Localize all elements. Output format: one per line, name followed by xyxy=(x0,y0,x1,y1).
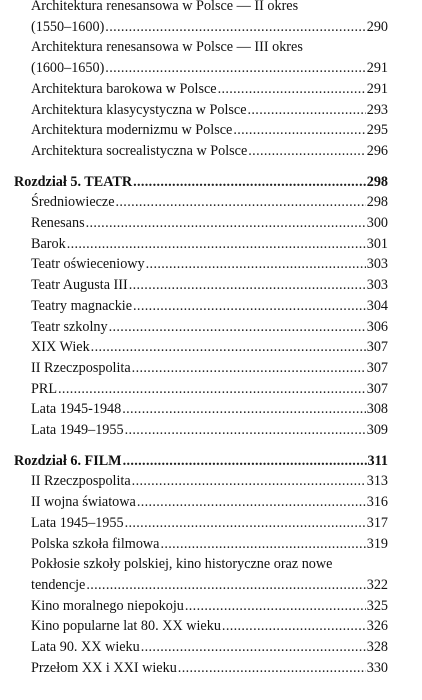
dot-leader xyxy=(132,358,366,378)
dot-leader xyxy=(248,141,365,161)
dot-leader xyxy=(129,275,366,295)
page-number: 307 xyxy=(366,380,388,397)
toc-entry-line: Architektura renesansowa w Polsce — III okres xyxy=(31,39,303,56)
toc-entry-line: Pokłosie szkoły polskiej, kino historyczne oraz nowe xyxy=(31,556,333,573)
page-number: 291 xyxy=(366,80,388,97)
toc-entry-label: (1550–1600) xyxy=(31,18,105,35)
page-number: 291 xyxy=(366,60,388,77)
toc-entry[interactable] xyxy=(31,471,388,491)
toc-entry[interactable] xyxy=(31,296,388,316)
toc-entry-label: tendencje xyxy=(31,576,86,593)
toc-entry-label: (1600–1650) xyxy=(31,60,105,77)
toc-entry[interactable] xyxy=(31,616,388,636)
page-number: 317 xyxy=(366,514,388,531)
toc-entry[interactable] xyxy=(31,100,388,120)
dot-leader xyxy=(178,658,366,678)
toc-entry-label: Rozdział 5. TEATR xyxy=(14,173,133,190)
toc-entry-label: Barok xyxy=(31,235,66,252)
page-number: 290 xyxy=(366,18,388,35)
toc-entry-label: Renesans xyxy=(31,215,85,231)
toc-entry[interactable] xyxy=(31,596,388,616)
toc-entry[interactable] xyxy=(31,275,388,295)
toc-entry-label: Architektura klasycystyczna w Polsce xyxy=(31,101,247,118)
dot-leader xyxy=(86,213,366,233)
page-number: 293 xyxy=(366,101,388,118)
toc-entry[interactable] xyxy=(31,79,388,99)
page-number: 325 xyxy=(366,597,388,614)
toc-entry-label: II Rzeczpospolita xyxy=(31,473,131,490)
toc-entry[interactable] xyxy=(31,492,388,512)
page-number: 304 xyxy=(366,297,388,314)
toc-entry-label: Architektura socrealistyczna w Polsce xyxy=(31,142,248,159)
toc-entry[interactable] xyxy=(31,254,388,274)
toc-entry[interactable] xyxy=(31,234,388,254)
toc-entry-label: XIX Wiek xyxy=(31,339,90,356)
toc-entry[interactable] xyxy=(31,192,388,212)
page-number: 300 xyxy=(366,215,388,231)
dot-leader xyxy=(122,399,365,419)
dot-leader xyxy=(133,172,366,192)
toc-entry[interactable] xyxy=(31,337,388,357)
toc-entry[interactable] xyxy=(31,120,388,140)
dot-leader xyxy=(67,234,366,254)
page-number: 295 xyxy=(366,122,388,139)
dot-leader xyxy=(137,492,366,512)
toc-entry[interactable] xyxy=(31,637,388,657)
dot-leader xyxy=(109,317,366,337)
page-number: 316 xyxy=(366,494,388,511)
toc-entry[interactable] xyxy=(31,658,388,678)
toc-entry-label: II Rzeczpospolita xyxy=(31,359,131,376)
dot-leader xyxy=(91,337,366,357)
page-number: 330 xyxy=(366,659,388,676)
dot-leader xyxy=(125,513,366,533)
toc-entry-label: Polska szkoła filmowa xyxy=(31,535,160,552)
dot-leader xyxy=(160,534,365,554)
toc-entry-label: Lata 1945–1955 xyxy=(31,514,124,531)
toc-entry-label: PRL xyxy=(31,380,58,397)
toc-entry[interactable] xyxy=(31,213,388,233)
toc-entry-label: Średniowiecze xyxy=(31,194,115,211)
page-number: 319 xyxy=(366,535,388,552)
page-number: 298 xyxy=(366,194,388,211)
dot-leader xyxy=(141,637,366,657)
toc-entry[interactable] xyxy=(31,575,388,595)
toc-entry[interactable] xyxy=(31,379,388,399)
chapter-heading[interactable] xyxy=(14,451,388,471)
page-number: 307 xyxy=(366,359,388,376)
toc-entry[interactable] xyxy=(31,420,388,440)
page-number: 298 xyxy=(366,173,388,190)
dot-leader xyxy=(146,254,366,274)
toc-entry[interactable] xyxy=(31,317,388,337)
page-number: 328 xyxy=(366,639,388,655)
toc-entry-label: Teatr szkolny xyxy=(31,318,108,335)
toc-entry[interactable] xyxy=(31,399,388,419)
page-number: 306 xyxy=(366,318,388,335)
toc-entry-label: Lata 90. XX wieku xyxy=(31,639,140,655)
dot-leader xyxy=(222,616,366,636)
toc-entry[interactable] xyxy=(31,513,388,533)
toc-entry-label: Teatr oświeceniowy xyxy=(31,256,145,273)
toc-entry-label: Architektura modernizmu w Polsce xyxy=(31,122,233,139)
page-number: 309 xyxy=(366,422,388,438)
dot-leader xyxy=(133,296,366,316)
page-number: 307 xyxy=(366,339,388,356)
toc-entry-line: Architektura renesansowa w Polsce — II okres xyxy=(31,0,299,14)
page-number: 322 xyxy=(366,576,388,593)
page-number: 311 xyxy=(367,452,388,469)
toc-entry[interactable] xyxy=(31,358,388,378)
page-number: 308 xyxy=(366,401,388,418)
dot-leader xyxy=(58,379,366,399)
chapter-heading[interactable] xyxy=(14,172,388,192)
toc-entry-label: Teatry magnackie xyxy=(31,297,133,314)
dot-leader xyxy=(218,79,366,99)
toc-entry-label: II wojna światowa xyxy=(31,494,136,511)
page-number: 326 xyxy=(366,618,388,635)
page-number: 303 xyxy=(366,256,388,273)
dot-leader xyxy=(233,120,365,140)
dot-leader xyxy=(248,100,366,120)
page-number: 296 xyxy=(366,142,388,159)
toc-entry-label: Przełom XX i XXI wieku xyxy=(31,659,177,676)
toc-entry[interactable] xyxy=(31,534,388,554)
dot-leader xyxy=(116,192,366,212)
dot-leader xyxy=(105,58,365,78)
dot-leader xyxy=(125,420,366,440)
page-number: 301 xyxy=(366,235,388,252)
dot-leader xyxy=(123,451,367,471)
toc-entry-label: Kino moralnego niepokoju xyxy=(31,597,184,614)
toc-entry-label: Architektura barokowa w Polsce xyxy=(31,80,217,97)
toc-entry[interactable] xyxy=(31,58,388,78)
dot-leader xyxy=(105,17,365,37)
toc-entry[interactable] xyxy=(31,17,388,37)
dot-leader xyxy=(132,471,366,491)
toc-entry-label: Rozdział 6. FILM xyxy=(14,452,122,469)
dot-leader xyxy=(185,596,366,616)
toc-entry[interactable] xyxy=(31,141,388,161)
toc-entry-label: Kino popularne lat 80. XX wieku xyxy=(31,618,221,635)
page-number: 313 xyxy=(366,473,388,490)
toc-entry-label: Lata 1949–1955 xyxy=(31,422,124,438)
toc-entry-label: Lata 1945-1948 xyxy=(31,401,122,418)
page-number: 303 xyxy=(366,277,388,294)
toc-entry-label: Teatr Augusta III xyxy=(31,277,128,294)
dot-leader xyxy=(86,575,365,595)
